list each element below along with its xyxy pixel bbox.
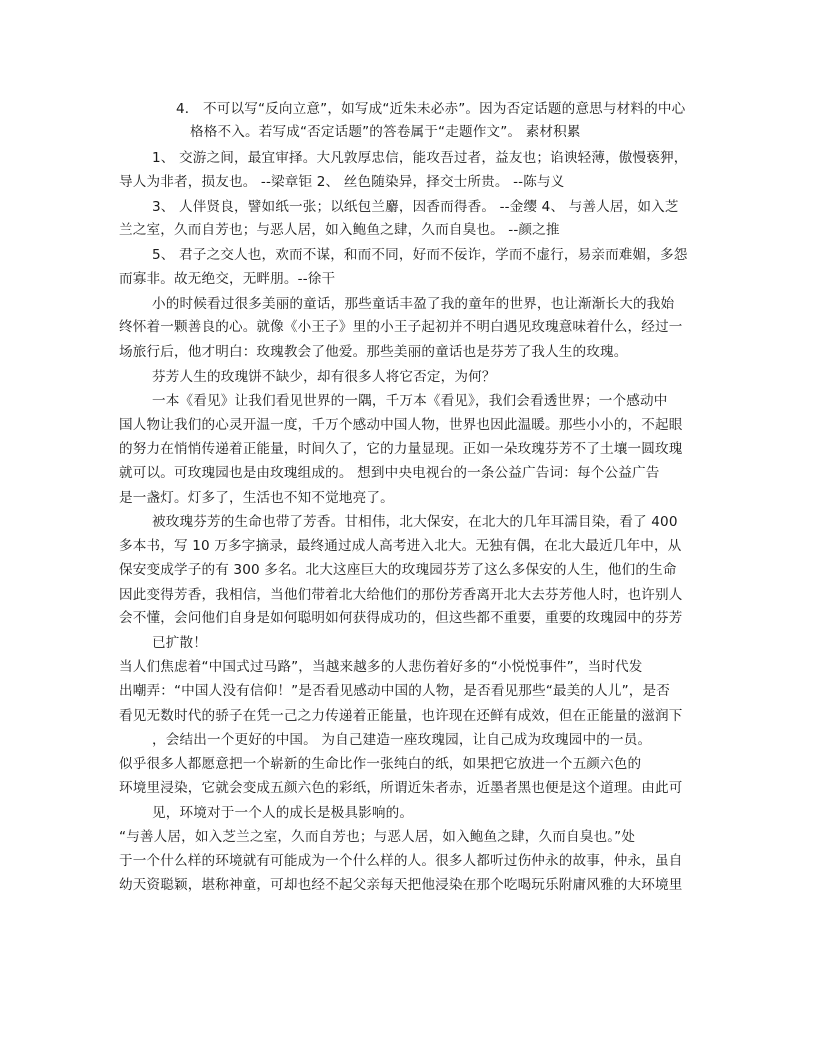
text-line: 5、 君子之交人也，欢而不谋，和而不同，好而不佞诈，学而不虚行，易亲而难媚，多怨 [152,247,688,263]
text-line: 于一个什么样的环境就有可能成为一个什么样的人。很多人都听过伤仲永的故事，仲永，虽自 [119,853,683,869]
text-line: 似乎很多人都愿意把一个崭新的生命比作一张纯白的纸，如果把它放进一个五颜六色的 [119,756,642,772]
text-line: 见，环境对于一个人的成长是极具影响的。 [152,805,414,821]
text-line: 兰之室，久而自芳也；与恶人居，如入鲍鱼之肆，久而自臭也。 --颜之推 [119,222,560,238]
text-line: 场旅行后，他才明白：玫瑰教会了他爱。那些美丽的童话也是芬芳了我人生的玫瑰。 [119,344,628,360]
text-line: 就可以。可玫瑰园也是由玫瑰组成的。 想到中央电视台的一条公益广告词：每个公益广告 [119,465,660,481]
text-line: 4． 不可以写“反向立意”，如写成“近朱未必赤”。因为否定话题的意思与材料的中心 [176,101,686,117]
text-line: 看见无数时代的骄子在凭一己之力传递着正能量，也许现在还鲜有成效，但在正能量的滋润下 [119,708,683,724]
text-line: 国人物让我们的心灵开温一度，千万个感动中国人物，世界也因此温暖。那些小小的，不起眼 [119,417,683,433]
text-line: 的努力在悄悄传递着正能量，时间久了，它的力量显现。正如一朵玫瑰芬芳不了土壤一圆玫瑰 [119,441,683,457]
text-line: 终怀着一颗善良的心。就像《小王子》里的小王子起初并不明白遇见玫瑰意味着什么，经过一 [119,319,683,335]
text-line: 导人为非者，损友也。 --梁章钜 2、 丝色随染异，择交士所贵。 --陈与义 [119,174,565,190]
text-line: 环境里浸染，它就会变成五颜六色的彩纸，所谓近朱者赤，近墨者黑也便是这个道理。由此可 [119,780,683,796]
text-line: 1、 交游之间，最宜审择。大凡敦厚忠信，能攻吾过者，益友也；谄谀轻薄，傲慢亵狎， [152,150,688,166]
text-line: 而寡非。故无绝交，无畔朋。--徐干 [119,271,336,287]
text-line: 被玫瑰芬芳的生命也带了芳香。甘相伟，北大保安，在北大的几年耳濡目染，看了 400 [152,514,678,530]
text-line: 因此变得芳香，我相信，当他们带着北大给他们的那份芳香离开北大去芬芳他人时，也许别人 [119,587,683,603]
text-line: 幼天资聪颖，堪称神童，可却也经不起父亲每天把他浸染在那个吃喝玩乐附庸风雅的大环境里 [119,877,683,893]
text-line: 3、 人伴贤良，譬如纸一张；以纸包兰麝，因香而得香。 --金缨 4、 与善人居，如入芝 [152,199,679,215]
text-line: 小的时候看过很多美丽的童话，那些童话丰盈了我的童年的世界，也让渐渐长大的我始 [152,296,675,312]
text-line: 保安变成学子的有 300 多名。北大这座巨大的玫瑰园芬芳了这么多保安的人生，他们的生命 [119,562,677,578]
text-line: 是一盏灯。灯多了，生活也不知不觉地亮了。 [119,490,394,506]
text-line: 一本《看见》让我们看见世界的一隅，千万本《看见》，我们会看透世界；一个感动中 [152,393,668,409]
text-line: 当人们焦虑着“中国式过马路”，当越来越多的人悲伤着好多的“小悦悦事件”，当时代发 [119,659,643,675]
text-line: “与善人居，如入芝兰之室，久而自芳也；与恶人居，如入鲍鱼之肆，久而自臭也。”处 [119,829,636,845]
text-line: 格格不入。若写成“否定话题”的答卷属于“走题作文”。 素材积累 [190,124,581,140]
text-line: 芬芳人生的玫瑰饼不缺少，却有很多人将它否定，为何？ [152,369,496,385]
text-line: 出嘲弄：“中国人没有信仰！”是否看见感动中国的人物，是否看见那些“最美的人儿”，是否 [119,683,671,699]
text-line: 已扩散！ [152,635,207,651]
text-line: 多本书，写 10 万多字摘录，最终通过成人高考进入北大。无独有偶，在北大最近几年中，从 [119,538,682,554]
text-line: 会不懂，会问他们自身是如何聪明如何获得成功的，但这些都不重要，重要的玫瑰园中的芬芳 [119,610,683,626]
text-line: ，会结出一个更好的中国。 为自己建造一座玫瑰园，让自己成为玫瑰园中的一员。 [152,732,652,748]
